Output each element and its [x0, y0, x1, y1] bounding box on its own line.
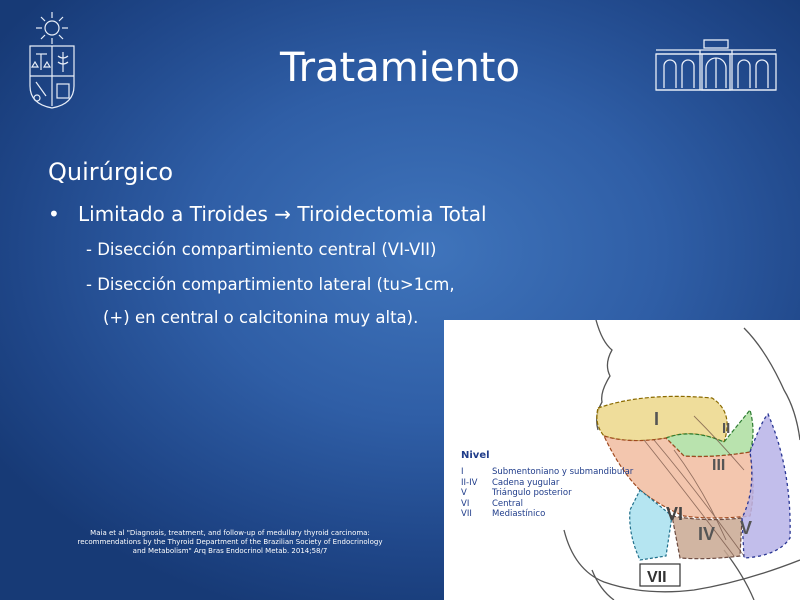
citation — [60, 529, 400, 556]
sub-item-central: - Disección compartimiento central (VI-VII) — [86, 240, 437, 259]
bullet-text-end: Tiroidectomia Total — [297, 202, 487, 226]
legend-key: VII — [461, 509, 472, 519]
legend-key: II-IV — [461, 477, 478, 488]
bullet-item — [48, 200, 487, 228]
legend-label: Triángulo posterior — [492, 488, 572, 498]
legend-title: Nivel — [461, 450, 490, 461]
sub-item-lateral: - Disección compartimiento lateral (tu>1cm, — [86, 275, 455, 294]
citation-line: recommendations by the Thyroid Department of the Brazilian Society of Endocrinology — [77, 538, 383, 546]
bullet-icon: • — [48, 202, 60, 226]
neck-levels-figure — [444, 320, 800, 600]
legend-label: Central — [492, 498, 523, 509]
bullet-text-start: Limitado a Tiroides — [78, 202, 268, 226]
region-label-iv: IV — [698, 524, 716, 544]
legend-row — [461, 499, 633, 510]
legend-row — [461, 478, 633, 489]
region-label-vii: VII — [647, 569, 667, 586]
citation-line: Maia et al "Diagnosis, treatment, and follow-up of medullary thyroid carcinoma: — [90, 529, 370, 537]
region-label-v: V — [740, 518, 753, 538]
region-label-iii: III — [712, 457, 726, 474]
region-label-i: I — [654, 409, 660, 429]
legend-key: VI — [461, 498, 470, 509]
legend-row — [461, 488, 633, 499]
legend-key: I — [461, 467, 464, 477]
legend-key: V — [461, 488, 467, 498]
legend-row — [461, 509, 633, 520]
region-label-ii: II — [722, 420, 731, 437]
region-label-vi: VI — [666, 504, 684, 524]
legend-label: Mediastínico — [492, 509, 546, 519]
legend-label: Submentoniano y submandibular — [492, 467, 634, 477]
citation-line: and Metabolism" Arq Bras Endocrinol Metab. 2014;58/7 — [132, 547, 328, 555]
sub-item-lateral-continued: (+) en central o calcitonina muy alta). — [103, 308, 419, 327]
arrow-right-icon: → — [274, 202, 292, 226]
level-i-region — [597, 396, 727, 442]
legend-label: Cadena yugular — [492, 477, 560, 488]
slide-title: Tratamiento — [280, 45, 520, 91]
section-heading: Quirúrgico — [48, 158, 174, 186]
legend — [461, 467, 633, 520]
neck-anatomy-drawing — [444, 320, 800, 600]
legend-row — [461, 467, 633, 478]
